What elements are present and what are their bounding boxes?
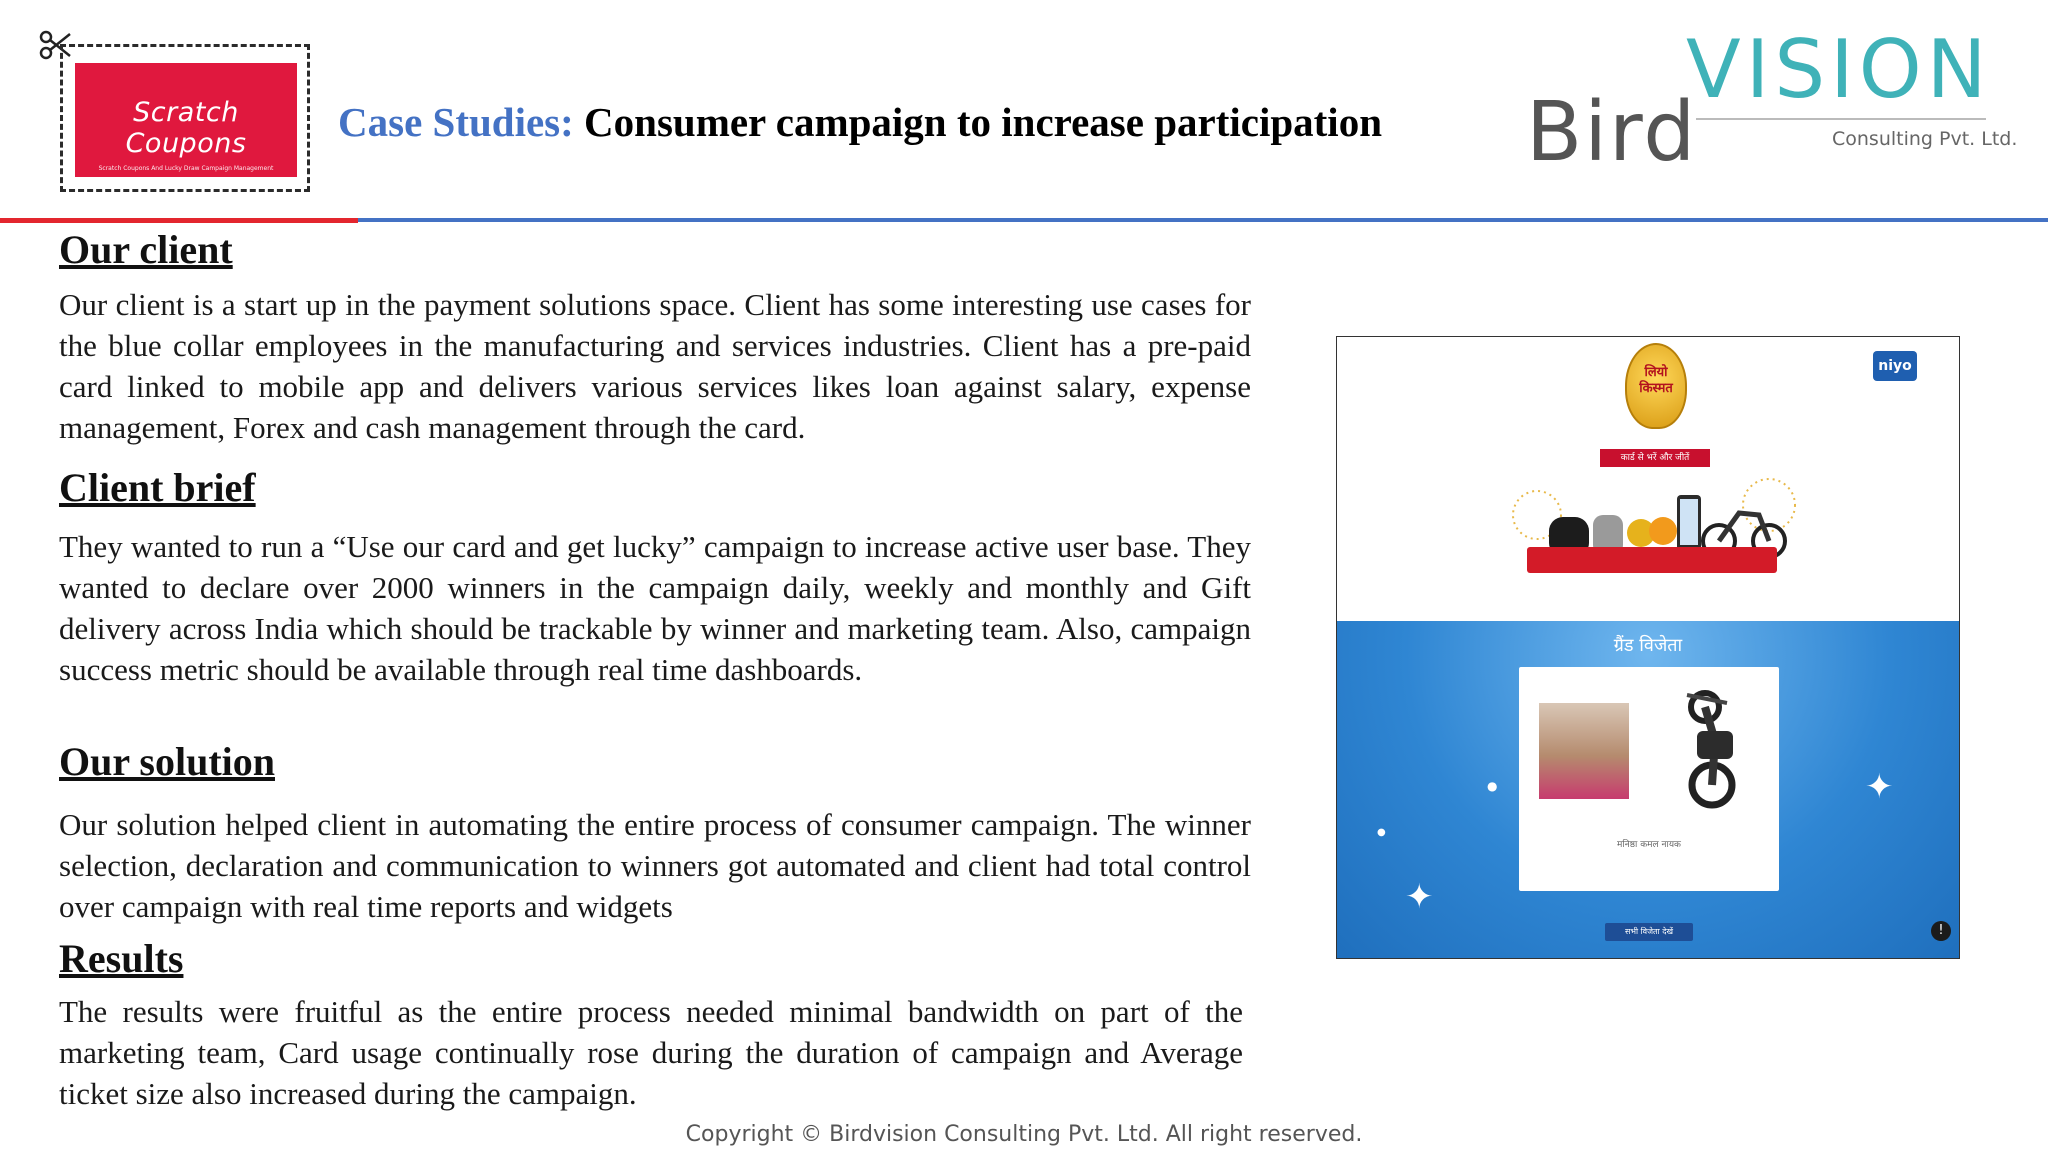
section-heading: Our solution — [59, 739, 275, 784]
campaign-screenshot — [1336, 336, 1960, 959]
logo-subtitle: Consulting Pvt. Ltd. — [1832, 128, 2018, 150]
header-rule-red — [0, 218, 358, 223]
title-prefix: Case Studies: — [338, 99, 574, 145]
section-body: They wanted to run a “Use our card and get lucky” campaign to increase active user base. They wanted to declare over 2000 winners in the campaign daily, weekly and monthly and Gift delivery across India which should be trackable by winner and marketing team. Also, campaign success metric should be available through real time dashboards. — [59, 529, 1251, 687]
coupon-logo-frame — [60, 44, 310, 192]
winner-photo — [1539, 703, 1629, 799]
section-our-solution — [59, 740, 1251, 927]
logo-divider — [1696, 118, 1986, 120]
motorcycle-icon — [1657, 681, 1767, 811]
brand-tag: niyo — [1873, 351, 1917, 381]
campaign-ribbon: कार्ड से भरें और जीतें — [1600, 449, 1710, 467]
coupon-logo-title: Scratch Coupons — [125, 97, 247, 159]
sparkle-icon: ● — [1487, 779, 1498, 793]
info-icon[interactable]: ! — [1931, 921, 1951, 941]
section-body: Our solution helped client in automating the entire process of consumer campaign. The winner selection, declaration and communication to winners got automated and client had total control over campaign with real time reports and widgets — [59, 807, 1251, 924]
section-body: The results were fruitful as the entire process needed minimal bandwidth on part of the marketing team, Card usage continually rose during the duration of campaign and Average ticket size also increased during the campaign. — [59, 994, 1243, 1111]
winner-name: मनिष्ठा कमल नायक — [1617, 840, 1681, 850]
sparkle-icon: ● — [1377, 827, 1386, 838]
section-heading: Client brief — [59, 465, 256, 510]
badge-text: लियो किस्मत — [1639, 365, 1673, 396]
section-body: Our client is a start up in the payment solutions space. Client has some interesting use cases for the blue collar employees in the manufacturing and services industries. Client has a pre-paid card linked to mobile app and delivers various services likes loan against salary, expense management, Forex and cash management through the card. — [59, 287, 1251, 445]
title-main: Consumer campaign to increase participation — [573, 99, 1382, 145]
section-heading: Our client — [59, 227, 233, 272]
banner-caption-bar — [1467, 599, 1847, 607]
scratch-coupons-logo — [75, 63, 297, 177]
sparkle-icon: ✦ — [1865, 767, 1894, 807]
campaign-banner — [1337, 337, 1959, 621]
section-heading: Results — [59, 936, 184, 981]
copyright-footer: Copyright © Birdvision Consulting Pvt. Ltd. All right reserved. — [685, 1122, 1363, 1147]
campaign-badge — [1625, 343, 1687, 429]
logo-word-bird: Bird — [1526, 85, 1698, 180]
header-rule-blue — [358, 218, 2048, 222]
winner-card — [1519, 667, 1779, 891]
logo-word-vision: VISION — [1686, 23, 1992, 116]
sparkle-icon: ✦ — [1405, 877, 1434, 917]
birdvision-logo — [1526, 23, 2018, 184]
grand-winner-label: ग्रैंड विजेता — [1613, 635, 1683, 656]
view-all-winners-button[interactable]: सभी विजेता देखें — [1605, 923, 1693, 941]
coupon-logo-subtitle: Scratch Coupons And Lucky Draw Campaign Management — [98, 165, 274, 172]
section-our-client — [59, 228, 1251, 448]
section-results — [59, 937, 1243, 1114]
prize-banner — [1527, 547, 1777, 573]
section-client-brief — [59, 466, 1251, 690]
page-title — [338, 98, 1382, 146]
